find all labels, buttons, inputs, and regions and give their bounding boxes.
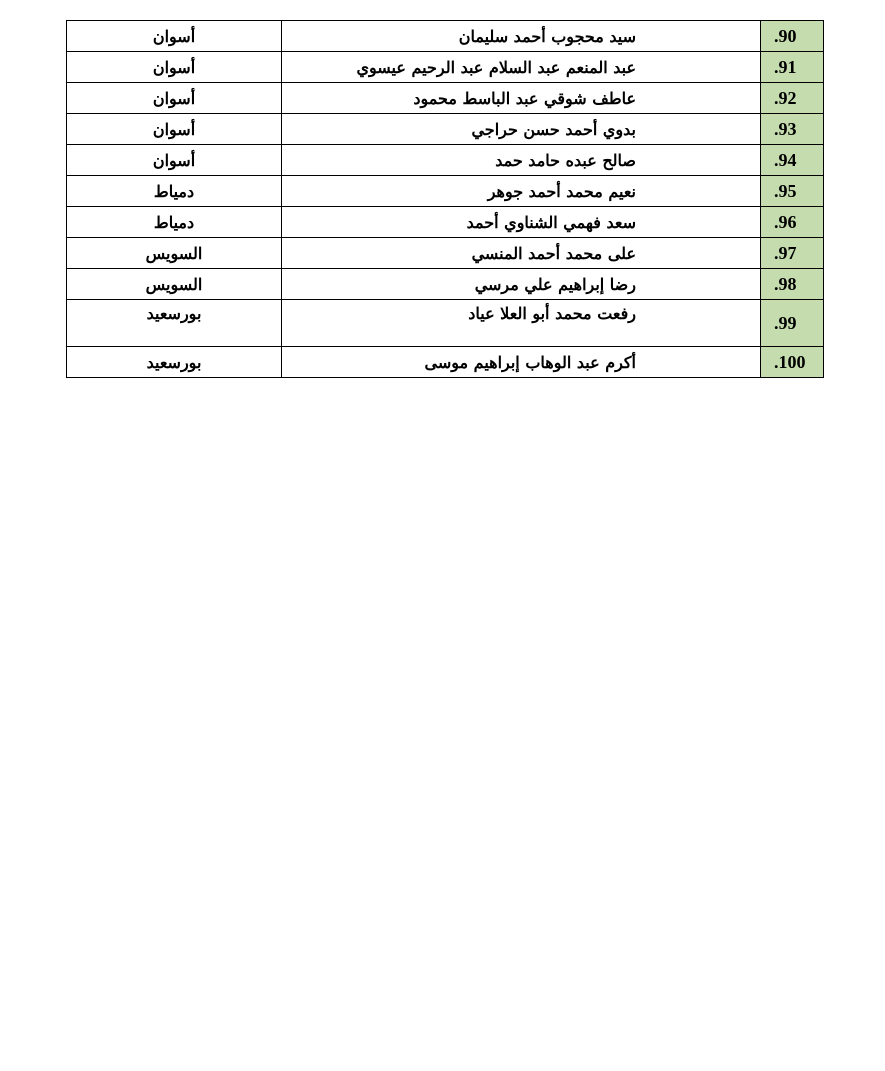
- row-number-cell: .92: [761, 83, 824, 114]
- table-row: [67, 347, 824, 378]
- row-number-cell: .100: [761, 347, 824, 378]
- full-name-cell: بدوي أحمد حسن حراجي: [282, 114, 761, 145]
- full-name-cell: نعيم محمد أحمد جوهر: [282, 176, 761, 207]
- row-number-cell: .91: [761, 52, 824, 83]
- full-name-cell: سيد محجوب أحمد سليمان: [282, 21, 761, 52]
- row-number-cell: .94: [761, 145, 824, 176]
- governorate-cell: بورسعيد: [67, 347, 282, 378]
- full-name-cell: على محمد أحمد المنسي: [282, 238, 761, 269]
- names-table: [66, 20, 824, 378]
- row-number-cell: .95: [761, 176, 824, 207]
- names-table-body: [67, 21, 824, 378]
- governorate-cell: أسوان: [67, 52, 282, 83]
- table-row: [67, 21, 824, 52]
- full-name-cell: رفعت محمد أبو العلا عياد: [282, 300, 761, 347]
- full-name-cell: أكرم عبد الوهاب إبراهيم موسى: [282, 347, 761, 378]
- table-row: [67, 238, 824, 269]
- governorate-cell: أسوان: [67, 114, 282, 145]
- table-row: [67, 300, 824, 347]
- row-number-cell: .99: [761, 300, 824, 347]
- full-name-cell: عبد المنعم عبد السلام عبد الرحيم عيسوي: [282, 52, 761, 83]
- row-number-cell: .96: [761, 207, 824, 238]
- table-row: [67, 176, 824, 207]
- full-name-cell: عاطف شوقي عبد الباسط محمود: [282, 83, 761, 114]
- row-number-cell: .90: [761, 21, 824, 52]
- row-number-cell: .97: [761, 238, 824, 269]
- governorate-cell: السويس: [67, 269, 282, 300]
- full-name-cell: صالح عبده حامد حمد: [282, 145, 761, 176]
- governorate-cell: أسوان: [67, 83, 282, 114]
- governorate-cell: دمياط: [67, 207, 282, 238]
- governorate-cell: أسوان: [67, 145, 282, 176]
- table-row: [67, 52, 824, 83]
- full-name-cell: رضا إبراهيم علي مرسي: [282, 269, 761, 300]
- table-row: [67, 83, 824, 114]
- full-name-cell: سعد فهمي الشناوي أحمد: [282, 207, 761, 238]
- row-number-cell: .93: [761, 114, 824, 145]
- governorate-cell: دمياط: [67, 176, 282, 207]
- governorate-cell: السويس: [67, 238, 282, 269]
- governorate-cell: أسوان: [67, 21, 282, 52]
- table-row: [67, 269, 824, 300]
- table-row: [67, 207, 824, 238]
- governorate-cell: بورسعيد: [67, 300, 282, 347]
- table-row: [67, 114, 824, 145]
- row-number-cell: .98: [761, 269, 824, 300]
- table-row: [67, 145, 824, 176]
